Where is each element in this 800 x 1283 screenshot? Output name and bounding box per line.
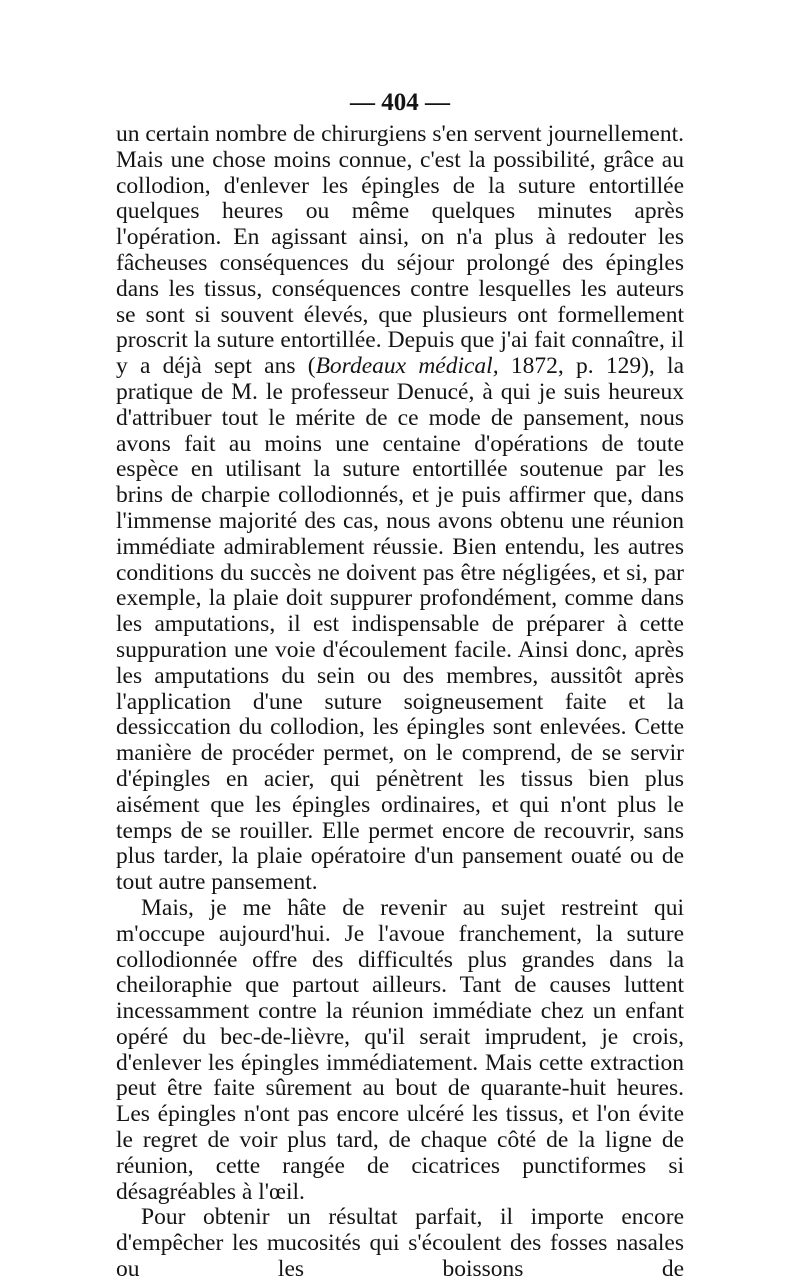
journal-citation: Bordeaux médical, (315, 353, 499, 380)
paragraph-1 (116, 122, 684, 896)
paragraph-1-part-a: un certain nombre de chirurgiens s'en servent journellement. Mais une chose moins connue, c'est la possibilité, grâce au collodion, d'enlever les épingles de la suture entortillée quelques heures ou même quelques minutes après l'opération. En agissant ainsi, on n'a plus à redouter les fâcheuses conséquences du séjour prolongé des épingles dans les tissus, conséquences contre lesquelles les auteurs se sont si souvent élevés, que plusieurs ont formellement proscrit la suture entortillée. Depuis que j'ai fait connaître, il y a déjà sept ans ( (116, 121, 684, 380)
body-text (116, 122, 684, 1283)
page-number: — 404 — (350, 89, 450, 116)
paragraph-2: Mais, je me hâte de revenir au sujet restreint qui m'occupe aujourd'hui. Je l'avoue franchement, la suture collodionnée offre des difficultés plus grandes dans la cheiloraphie que partout ailleurs. Tant de causes luttent incessamment contre la réunion immédiate chez un enfant opéré du bec-de-lièvre, qu'il serait imprudent, je crois, d'enlever les épingles immédiatement. Mais cette extraction peut être faite sûrement au bout de quarante-huit heures. Les épingles n'ont pas encore ulcéré les tissus, et l'on évite le regret de voir plus tard, de chaque côté de la ligne de réunion, cette rangée de cicatrices punctiformes si désagréables à l'œil. (116, 894, 684, 1205)
paragraph-1-part-b: 1872, p. 129), la pratique de M. le professeur Denucé, à qui je suis heureux d'attribuer tout le mérite de ce mode de pansement, nous avons fait au moins une centaine d'opérations de toute espèce en utilisant la suture entortillée soutenue par les brins de charpie collodionnés, et je puis affirmer que, dans l'immense majorité des cas, nous avons obtenu une réunion immédiate admirablement réussie. Bien entendu, les autres conditions du succès ne doivent pas être négligées, et si, par exemple, la plaie doit suppurer profondément, comme dans les amputations, il est indispensable de préparer à cette suppuration une voie d'écoulement facile. Ainsi donc, après les amputations du sein ou des membres, aussitôt après l'application d'une suture soigneusement faite et la dessiccation du collodion, les épingles sont enlevées. Cette manière de procéder permet, on le comprend, de se servir d'épingles en acier, qui pénètrent les tissus bien plus aisément que les épingles ordinaires, et qui n'ont plus le temps de se rouiller. Elle permet encore de recouvrir, sans plus tarder, la plaie opératoire d'un pansement ouaté ou de tout autre pansement. (116, 353, 684, 896)
paragraph-3: Pour obtenir un résultat parfait, il importe encore d'empêcher les mucosités qui s'écoulent des fosses nasales ou les boissons de (116, 1204, 684, 1283)
